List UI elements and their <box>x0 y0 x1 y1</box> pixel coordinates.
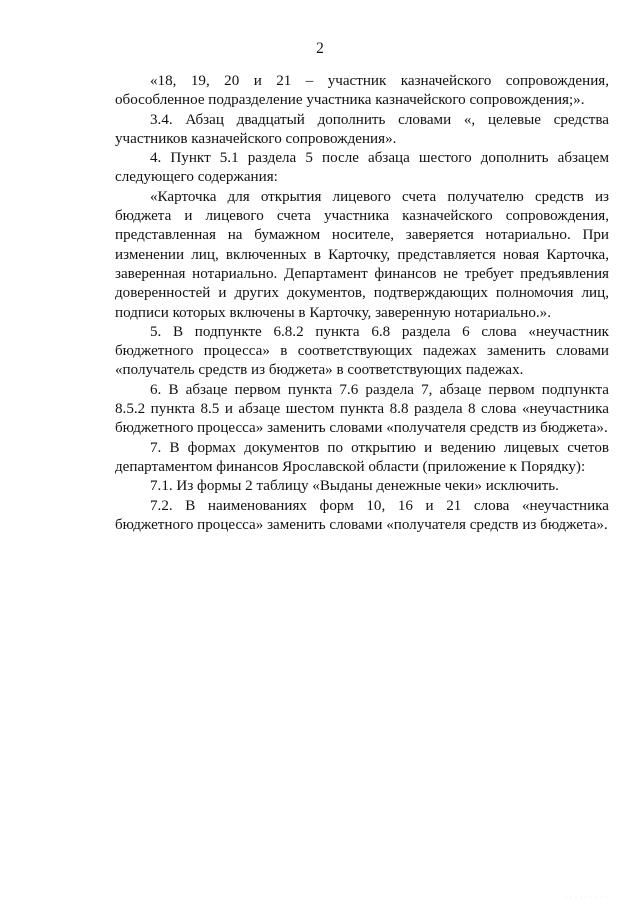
document-body <box>115 72 609 535</box>
paragraph-7-1: 7.1. Из формы 2 таблицу «Выданы денежные чеки» исключить. <box>150 478 559 495</box>
paragraph-4: 4. Пункт 5.1 раздела 5 после абзаца шестого дополнить абзацем следующего содержания: <box>115 150 609 186</box>
scan-artifact: ········· <box>565 895 610 901</box>
paragraph-7-2: 7.2. В наименованиях форм 10, 16 и 21 слова «неучастника бюджетного процесса» заменить словами «получателя средств из бюджета». <box>115 497 609 533</box>
page-number: 2 <box>316 40 324 57</box>
paragraph-5: 5. В подпункте 6.8.2 пункта 6.8 раздела 6 слова «неучастник бюджетного процесса» в соответствующих падежах заменить словами «получатель средств из бюджета» в соответствующих падежах. <box>115 323 609 379</box>
paragraph-7: 7. В формах документов по открытию и ведению лицевых счетов департаментом финансов Ярославской области (приложение к Порядку): <box>115 439 609 475</box>
paragraph-6: 6. В абзаце первом пункта 7.6 раздела 7, абзаце первом подпункта 8.5.2 пункта 8.5 и абзаце шестом пункта 8.8 раздела 8 слова «неучастника бюджетного процесса» заменить словами «получателя средств из бюджета». <box>115 381 609 437</box>
paragraph-3-4: 3.4. Абзац двадцатый дополнить словами «, целевые средства участников казначейского сопровождения». <box>115 111 609 147</box>
paragraph-card-quote: «Карточка для открытия лицевого счета получателю средств из бюджета и лицевого счета участника казначейского сопровождения, представленная на бумажном носителе, заверяется нотариально. При изменении лиц, включенных в Карточку, представляется новая Карточка, заверенная нотариально. Департамент финансов не требует предъявления доверенностей и других документов, подтверждающих полномочия лиц, подписи которых включены в Карточку, заверенную нотариально.». <box>115 188 609 321</box>
paragraph-item-18-21: «18, 19, 20 и 21 – участник казначейского сопровождения, обособленное подразделение участника казначейского сопровождения;». <box>115 73 609 109</box>
